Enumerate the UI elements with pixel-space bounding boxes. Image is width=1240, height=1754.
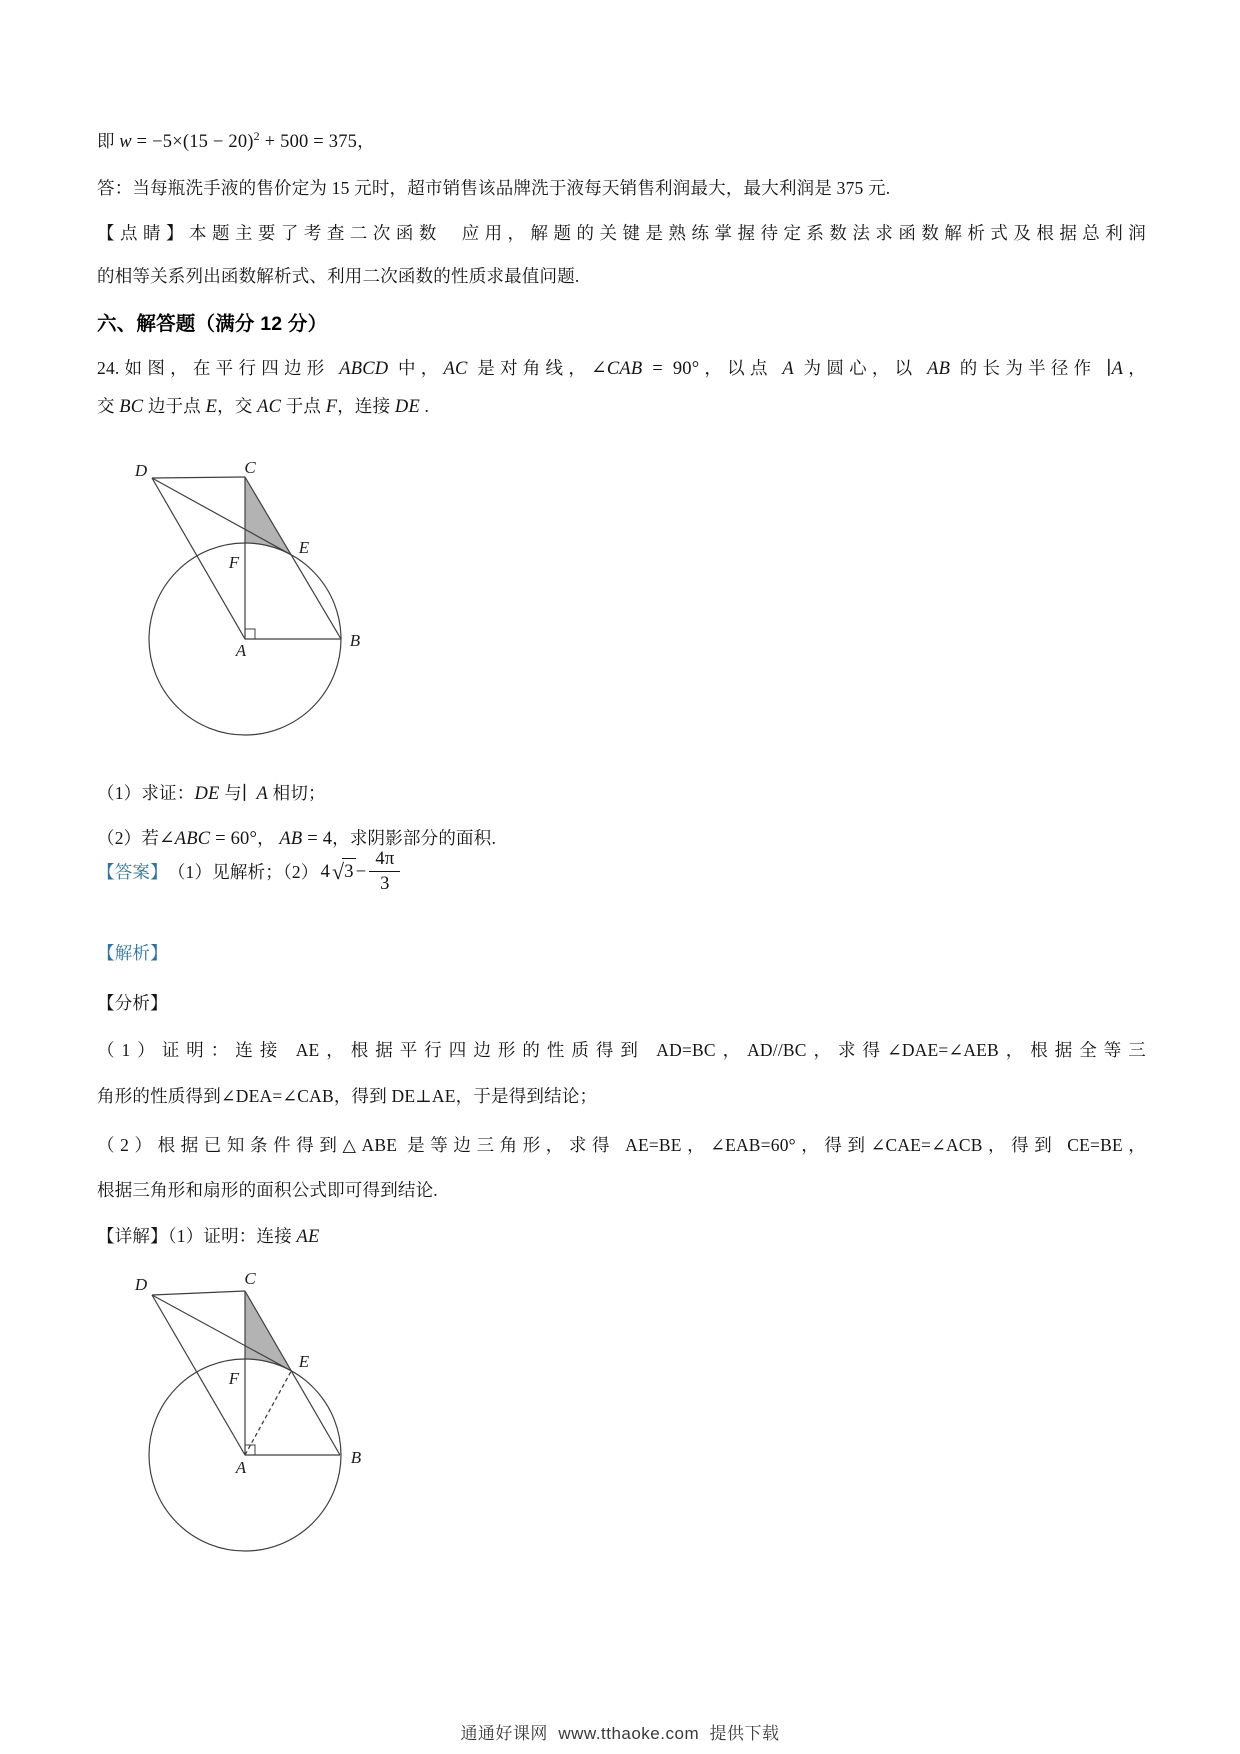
site-footer: 通通好课网 www.tthaoke.com 提供下载 xyxy=(460,1724,780,1743)
segment-de xyxy=(152,478,291,555)
fraction-numerator: 4π xyxy=(369,848,400,872)
dianjing-line-2: 的相等关系列出函数解析式、利用二次函数的性质求最值问题. xyxy=(97,265,580,286)
radical-sign: √ xyxy=(332,858,345,884)
label-b: B xyxy=(349,631,361,650)
segment-dc xyxy=(152,477,245,478)
minus-sign: − xyxy=(355,861,367,882)
fenxi-line-4: 根据三角形和扇形的面积公式即可得到结论. xyxy=(97,1179,438,1200)
segment-dc xyxy=(152,1291,245,1295)
label-d: D xyxy=(134,1275,148,1294)
figure-solution-diagram xyxy=(100,1268,375,1568)
diagram-2-svg xyxy=(100,1268,375,1568)
label-c: C xyxy=(244,458,256,477)
problem-24-line-1: 24.如图，在平行四边形 ABCD 中，AC 是对角线，∠CAB = 90°，以点 A 为圆心，以 AB 的长为半径作 ∣A， xyxy=(97,357,1146,379)
fraction-denominator: 3 xyxy=(380,874,390,895)
fenxi-line-2: 角形的性质得到∠DEA=∠CAB，得到 DE⊥AE，于是得到结论； xyxy=(97,1085,598,1106)
label-c: C xyxy=(244,1269,256,1288)
question-part-1: （1）求证：DE 与∣ A 相切； xyxy=(97,782,326,804)
segment-de xyxy=(152,1295,291,1371)
problem-24-line-2: 交 BC 边于点 E，交 AC 于点 F，连接 DE . xyxy=(97,395,430,417)
fenxi-label: 【分析】 xyxy=(97,992,168,1013)
label-d: D xyxy=(134,461,148,480)
fraction xyxy=(369,848,400,895)
jiexi-label: 【解析】 xyxy=(97,942,168,963)
diagram-1-svg xyxy=(100,415,375,745)
answer-sentence: 答：当每瓶洗手液的售价定为 15 元时，超市销售该品牌洗于液每天销售利润最大，最大利润是 375 元. xyxy=(97,177,891,198)
equation-line: 即 $w = -5\times(15 - 20)^2 + 500 = 375$， xyxy=(97,128,375,152)
answer-formula xyxy=(321,848,401,895)
figure-problem-diagram xyxy=(100,415,375,745)
label-a: A xyxy=(235,1458,247,1477)
dianjing-line-1: 【点睛】本题主要了考查二次函数 应用，解题的关键是熟练掌握待定系数法求函数解析式及根据总利润 xyxy=(97,222,1146,243)
segment-cb xyxy=(245,477,341,639)
answer-label: 【答案】 xyxy=(97,861,168,882)
label-f: F xyxy=(228,1369,240,1388)
answer-line xyxy=(97,848,1146,895)
radicand: 3 xyxy=(342,858,355,885)
label-f: F xyxy=(228,553,240,572)
label-e: E xyxy=(298,538,310,557)
formula-coefficient: 4 xyxy=(320,861,331,882)
fenxi-line-1: （1）证明：连接 AE，根据平行四边形的性质得到 AD=BC，AD//BC，求得∠DAE=∠AEB，根据全等三 xyxy=(97,1039,1146,1060)
label-b: B xyxy=(350,1448,362,1467)
label-e: E xyxy=(298,1352,310,1371)
segment-ae-dashed xyxy=(245,1371,291,1455)
answer-body: （1）见解析；（2） xyxy=(167,861,319,882)
section-heading: 六、解答题（满分 12 分） xyxy=(97,312,328,335)
question-part-2: （2）若∠ABC = 60°， AB = 4，求阴影部分的面积. xyxy=(97,827,497,849)
label-a: A xyxy=(235,641,247,660)
right-angle-marker xyxy=(245,629,255,639)
xiangjie-line: 【详解】（1）证明：连接 AE xyxy=(97,1225,320,1247)
fenxi-line-3: （2）根据已知条件得到△ABE 是等边三角形，求得 AE=BE，∠EAB=60°，得到∠CAE=∠ACB，得到 CE=BE， xyxy=(97,1134,1146,1155)
